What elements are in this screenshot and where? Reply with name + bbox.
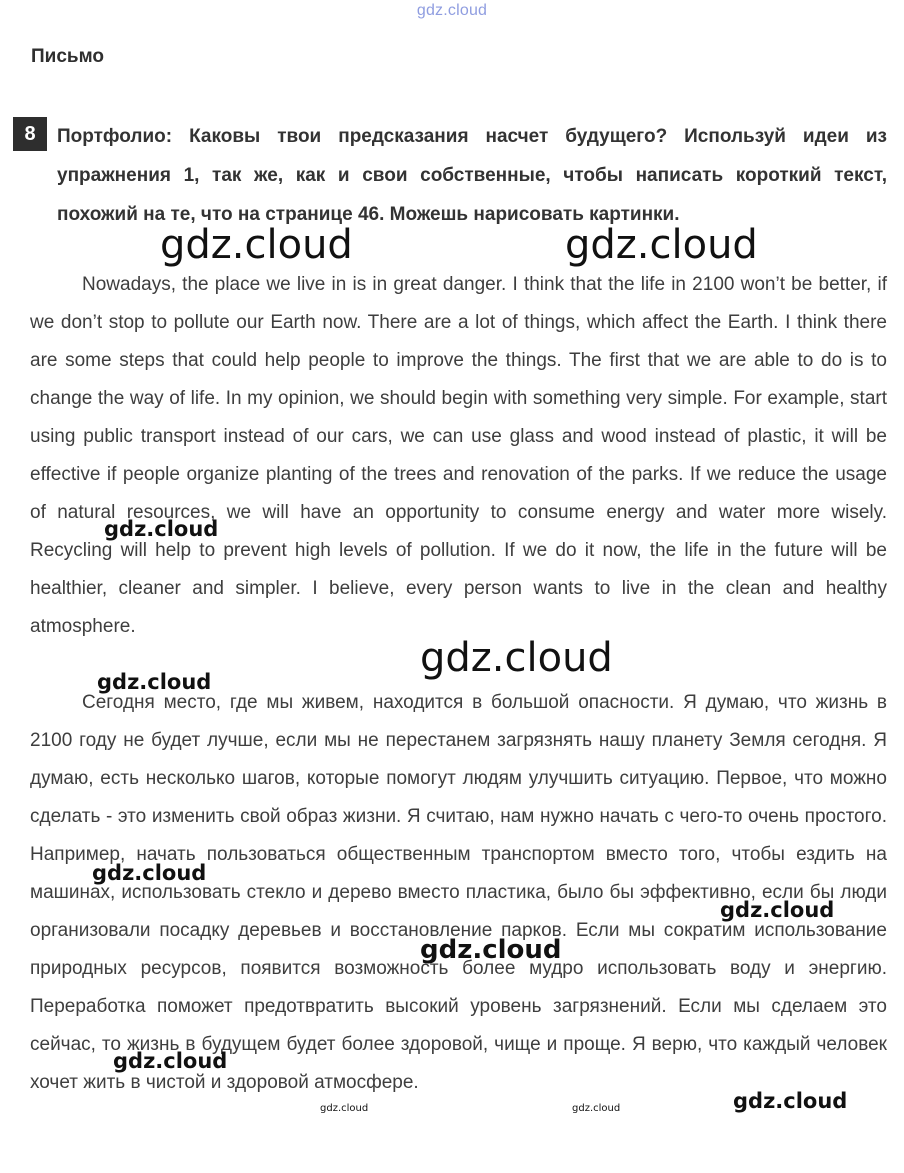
- top-watermark: gdz.cloud: [416, 2, 488, 19]
- paragraph-english: Nowadays, the place we live in is in great danger. I think that the life in 2100 won’t be better, if we don’t stop to pollute our Earth now. There are a lot of things, which affect the Earth. I think there are some steps that could help people to improve the things. The first that we are able to do is to change the way of life. In my opinion, we should begin with something very simple. For example, start using public transport instead of our cars, we can use glass and wood instead of plastic, it will be effective if people organize planting of the trees and renovation of the parks. If we reduce the usage of natural resources, we will have an opportunity to consume energy and water more wisely. Recycling will help to prevent high levels of pollution. If we do it now, the life in the future will be healthier, cleaner and simpler. I believe, every person wants to live in the clean and healthy atmosphere.: [30, 274, 887, 637]
- watermark: gdz.cloud: [320, 1103, 369, 1114]
- exercise-number-badge: 8: [13, 117, 47, 151]
- watermark: gdz.cloud: [565, 222, 758, 268]
- watermark: gdz.cloud: [420, 935, 562, 965]
- watermark: gdz.cloud: [92, 861, 207, 885]
- section-title: Письмо: [31, 46, 104, 67]
- paragraph-russian: Сегодня место, где мы живем, находится в большой опасности. Я думаю, что жизнь в 2100 году не будет лучше, если мы не перестанем загрязнять нашу планету Земля сегодня. Я думаю, есть несколько шагов, которые помогут людям улучшить ситуацию. Первое, что можно сделать - это изменить свой образ жизни. Я считаю, нам нужно начать с чего-то очень простого. Например, начать пользоваться общественным транспортом вместо того, чтобы ездить на машинах, использовать стекло и дерево вместо пластика, было бы эффективно, если бы люди организовали посадку деревьев и восстановление парков. Если мы сократим использование природных ресурсов, появится возможность более мудро использовать воду и энергию. Переработка поможет предотвратить высокий уровень загрязнений. Если мы сделаем это сейчас, то жизнь в будущем будет более здоровой, чище и проще. Я верю, что каждый человек хочет жить в чистой и здоровой атмосфере.: [30, 692, 887, 1093]
- watermark: gdz.cloud: [113, 1049, 228, 1073]
- watermark: gdz.cloud: [733, 1089, 848, 1113]
- watermark: gdz.cloud: [720, 898, 835, 922]
- watermark: gdz.cloud: [97, 670, 212, 694]
- watermark: gdz.cloud: [420, 635, 613, 681]
- watermark: gdz.cloud: [572, 1103, 621, 1114]
- watermark: gdz.cloud: [104, 517, 219, 541]
- task-instruction: Портфолио: Каковы твои предсказания насчет будущего? Используй идеи из упражнения 1, так же, как и свои собственные, чтобы написать короткий текст, похожий на те, что на странице 46. Можешь нарисовать картинки.: [57, 126, 887, 225]
- watermark: gdz.cloud: [160, 222, 353, 268]
